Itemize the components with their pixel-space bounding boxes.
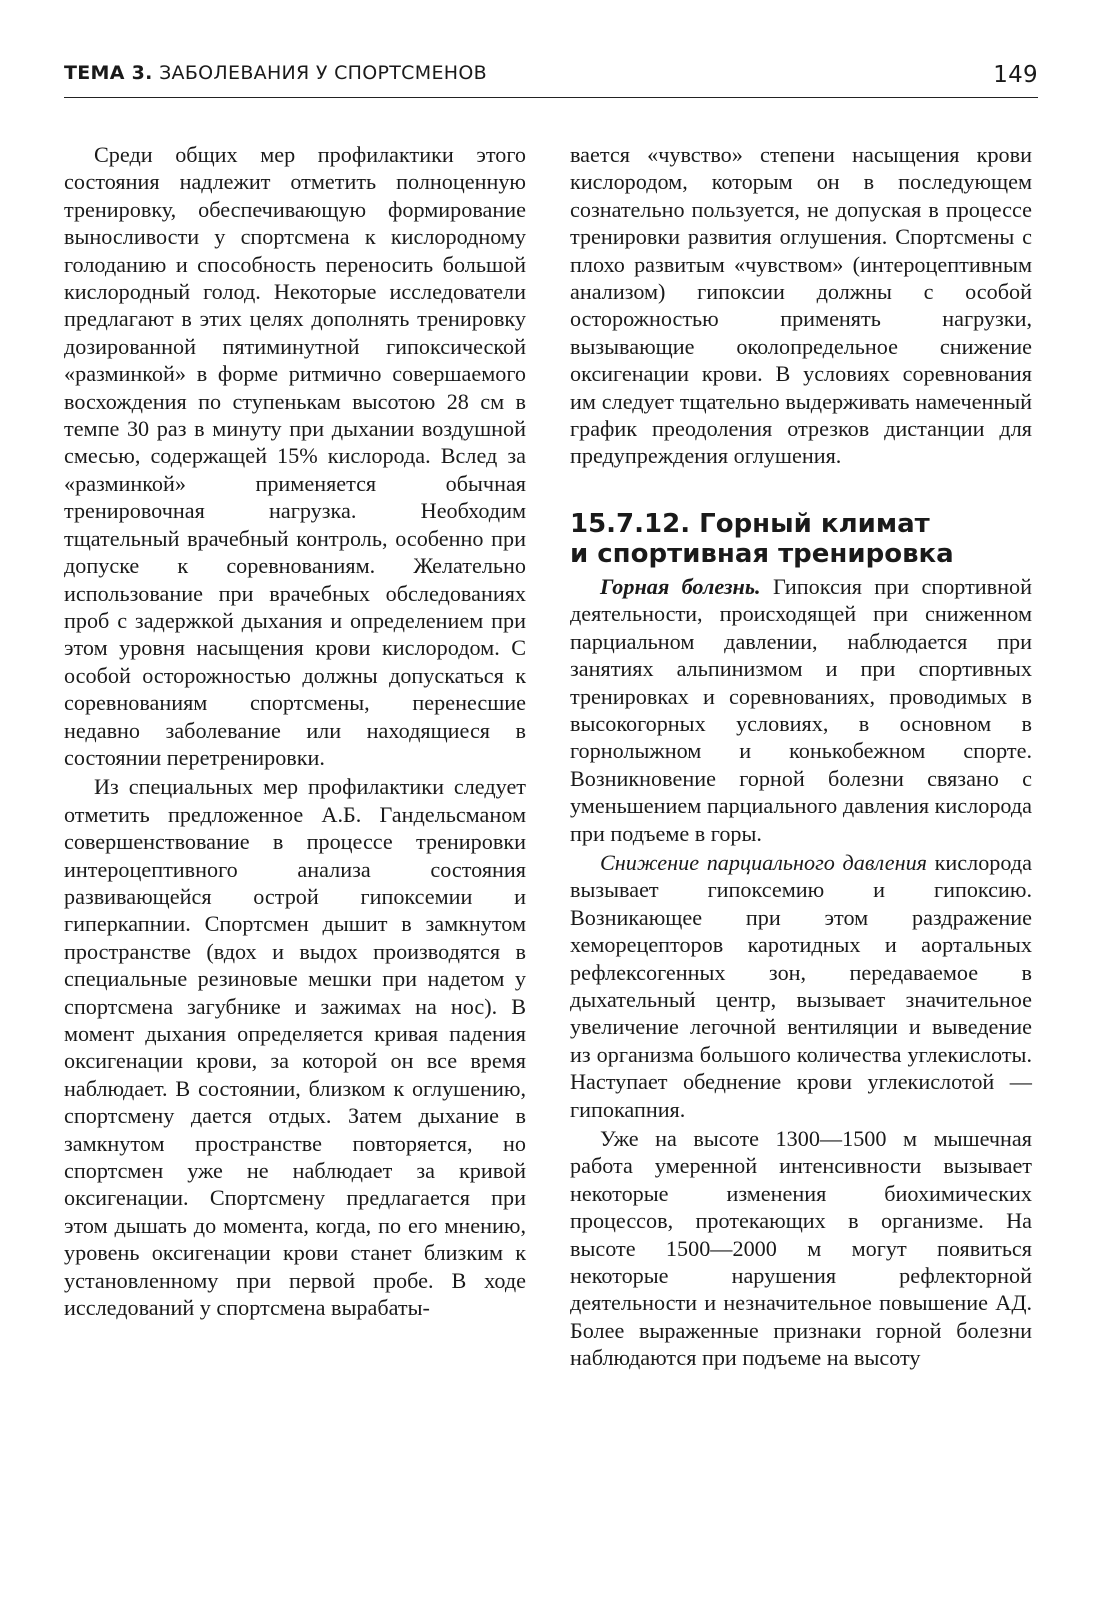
header-rule (64, 97, 1038, 98)
page-number: 149 (993, 62, 1038, 88)
pressure-drop-text: кислорода вызывает гипоксемию и гипоксию. Возникающее при этом раздражение хеморецепторов каротидных и аортальных рефлексогенных зон, передаваемое в дыхательный центр, вызывает значительное увеличение легочной вентиляции и выведение из организма большого количества углекислоты. Наступает обеднение крови углекислотой — гипокапния. (570, 849, 1032, 1122)
topic-title: ЗАБОЛЕВАНИЯ У СПОРТСМЕНОВ (159, 62, 487, 84)
mountain-sickness-text: Гипоксия при спортивной деятельности, происходящей при сниженном парциальном давлении, наблюдается при занятиях альпинизмом и при спортивных тренировках и соревнованиях, проводимых в высокогорных условиях, в основном в горнолыжном и конькобежном спорте. Возникновение горной болезни связано с уменьшением парциального давления кислорода при подъеме в горы. (570, 573, 1032, 846)
left-column (64, 141, 526, 1321)
paragraph-prevention-general: Среди общих мер профилактики этого состояния надлежит отметить полноценную тренировку, обеспечивающую формирование выносливости у спортсмена к кислородному голоданию и способность переносить большой кислородный голод. Некоторые исследователи предлагают в этих целях дополнять тренировку дозированной пятиминутной гипоксической «разминкой» в форме ритмично совершаемого восхождения по ступенькам высотою 28 см в темпе 30 раз в минуту при дыхании воздушной смесью, содержащей 15% кислорода. Вслед за «разминкой» применяется обычная тренировочная нагрузка. Необходим тщательный врачебный контроль, особенно при допуске к соревнованиям. Желательно использование при врачебных обследованиях проб с задержкой дыхания и определением при этом уровня насыщения крови кислородом. С особой осторожностью должны допускаться к соревнованиям спортсмены, перенесшие недавно заболевание или находящиеся в состоянии перетренировки. (64, 142, 526, 770)
section-heading-line-2: и спортивная тренировка (570, 538, 954, 569)
section-heading (570, 509, 1032, 569)
paragraph-mountain-sickness (570, 573, 1032, 847)
paragraph-continued: вается «чувство» степени насыщения крови кислородом, которым он в последующем сознательно пользуется, не допуская в процессе тренировки развития оглушения. Спортсмены с плохо развитым «чувством» (интероцептивным анализом) гипоксии должны с особой осторожностью применять нагрузки, вызывающие околопредельное снижение оксигенации крови. В условиях соревнования им следует тщательно выдерживать намеченный график преодоления отрезков дистанции для предупреждения оглушения. (570, 142, 1032, 469)
topic-prefix: ТЕМА 3. (64, 62, 153, 84)
mountain-sickness-lead: Горная болезнь. (600, 573, 761, 599)
pressure-drop-lead: Снижение парциального давления (600, 849, 927, 875)
paragraph-prevention-special: Из специальных мер профилактики следует отметить предложенное А.Б. Гандельсманом совершенствование в процессе тренировки интероцептивного анализа состояния развивающейся острой гипоксемии и гиперкапнии. Спортсмен дышит в замкнутом пространстве (вдох и выдох производятся в специальные резиновые мешки при надетом у спортсмена загубнике и зажимах на нос). В момент дыхания определяется кривая падения оксигенации крови, за которой он все время наблюдает. В состоянии, близком к оглушению, спортсмену дается отдых. Затем дыхание в замкнутом пространстве повторяется, но спортсмен уже не наблюдает за кривой оксигенации. Спортсмену предлагается при этом дышать до момента, когда, по его мнению, уровень оксигенации крови станет близким к установленному при первой пробе. В ходе исследований у спортсмена вырабаты- (64, 774, 526, 1321)
section-heading-line-1: 15.7.12. Горный климат (570, 508, 930, 539)
right-column (570, 141, 1032, 1372)
paragraph-pressure-drop (570, 849, 1032, 1123)
paragraph-altitude: Уже на высоте 1300—1500 м мышечная работа умеренной интенсивности вызывает некоторые изменения биохимических процессов, протекающих в организме. На высоте 1500—2000 м могут появиться некоторые нарушения рефлекторной деятельности и незначительное повышение АД. Более выраженные признаки горной болезни наблюдаются при подъеме на высоту (570, 1126, 1032, 1371)
running-header (64, 62, 1038, 88)
